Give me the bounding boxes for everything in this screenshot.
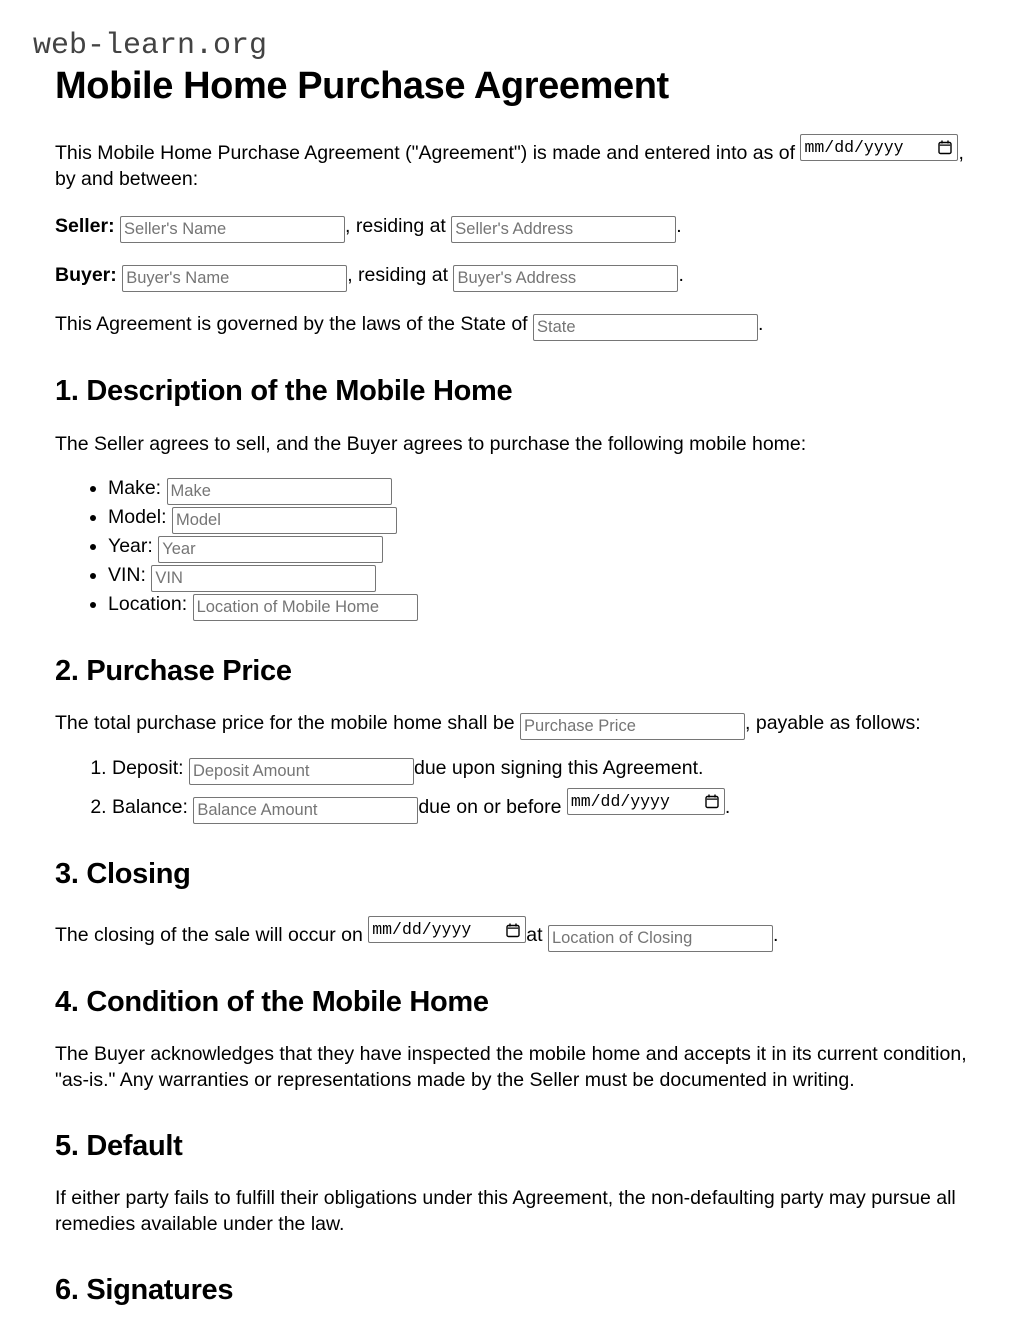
governing-law-row: [55, 312, 970, 339]
year-label: Year:: [108, 534, 153, 557]
buyer-name-input[interactable]: [122, 265, 347, 292]
purchase-price-text-before: The total purchase price for the mobile home shall be: [55, 711, 515, 734]
buyer-residing-text: , residing at: [347, 264, 449, 287]
site-brand: web-learn.org: [33, 29, 268, 63]
calendar-icon[interactable]: [705, 794, 719, 809]
state-input[interactable]: [533, 314, 758, 341]
buyer-label: Buyer:: [55, 264, 117, 287]
closing-period: .: [772, 924, 779, 947]
list-item-make: [108, 476, 970, 503]
calendar-icon[interactable]: [506, 922, 520, 937]
list-item-deposit: [112, 756, 970, 783]
section-3-heading: 3. Closing: [55, 857, 191, 890]
seller-period: .: [676, 215, 682, 238]
closing-text-before: The closing of the sale will occur on: [55, 924, 363, 947]
intro-text-before-date: This Mobile Home Purchase Agreement ("Agreement") is made and entered into as of: [55, 141, 796, 164]
seller-residing-text: , residing at: [345, 215, 446, 238]
make-label: Make:: [108, 476, 162, 499]
seller-address-input[interactable]: [451, 216, 676, 243]
governing-law-period: .: [758, 313, 764, 336]
vin-input[interactable]: [151, 565, 376, 592]
mobile-home-details-list: [55, 476, 970, 619]
page-title: Mobile Home Purchase Agreement: [55, 65, 669, 107]
payment-schedule-list: [55, 756, 970, 822]
governing-law-text: This Agreement is governed by the laws of the State of: [55, 313, 528, 336]
section-6-heading: 6. Signatures: [55, 1274, 234, 1307]
balance-due-date-input[interactable]: [567, 788, 725, 815]
vin-label: VIN:: [108, 563, 146, 586]
buyer-row: [55, 263, 970, 290]
list-item-location: [108, 592, 970, 619]
balance-period: .: [724, 795, 731, 818]
closing-date-value: mm/dd/yyyy: [372, 920, 472, 940]
year-input[interactable]: [158, 536, 383, 563]
calendar-icon[interactable]: [938, 140, 952, 155]
closing-at-text: at: [526, 924, 543, 947]
seller-label: Seller:: [55, 215, 115, 238]
intro-paragraph: [55, 132, 970, 193]
section-2-heading: 2. Purchase Price: [55, 654, 292, 687]
purchase-price-input[interactable]: [520, 713, 745, 740]
model-label: Model:: [108, 505, 167, 528]
section-4-body: The Buyer acknowledges that they have inspected the mobile home and accepts it in its current condition, "as-is." Any warranties or representations made by the Seller must be documented in writing.: [55, 1043, 967, 1092]
section-4-heading: 4. Condition of the Mobile Home: [55, 986, 489, 1019]
section-1-heading: 1. Description of the Mobile Home: [55, 375, 513, 408]
location-input[interactable]: [193, 594, 418, 621]
deposit-amount-input[interactable]: [189, 758, 414, 785]
buyer-period: .: [678, 264, 684, 287]
list-item-model: [108, 505, 970, 532]
closing-location-input[interactable]: [548, 925, 773, 952]
balance-due-date-value: mm/dd/yyyy: [570, 791, 670, 811]
list-item-year: [108, 534, 970, 561]
intro-text-after-date: , by and between:: [55, 141, 964, 190]
section-5-heading: 5. Default: [55, 1130, 183, 1163]
list-item-vin: [108, 563, 970, 590]
make-input[interactable]: [167, 478, 392, 505]
buyer-address-input[interactable]: [453, 265, 678, 292]
closing-date-input[interactable]: [368, 916, 526, 943]
location-label: Location:: [108, 592, 188, 615]
deposit-label: Deposit:: [112, 756, 184, 779]
deposit-after-text: due upon signing this Agreement.: [413, 756, 704, 779]
agreement-date-input[interactable]: [800, 134, 958, 161]
list-item-balance: [112, 786, 970, 822]
seller-name-input[interactable]: [120, 216, 345, 243]
model-input[interactable]: [172, 507, 397, 534]
balance-amount-input[interactable]: [193, 797, 418, 824]
section-5-body: If either party fails to fulfill their obligations under this Agreement, the non-defaulting party may pursue all remedies available under the law.: [55, 1187, 956, 1236]
section-2-intro: [55, 711, 970, 738]
section-1-intro: The Seller agrees to sell, and the Buyer agrees to purchase the following mobile home:: [55, 432, 807, 455]
agreement-date-value: mm/dd/yyyy: [804, 137, 904, 157]
seller-row: [55, 214, 970, 241]
balance-label: Balance:: [112, 795, 188, 818]
document-body: [0, 132, 1025, 1309]
balance-after-text: due on or before: [418, 795, 562, 818]
section-3-body: [55, 914, 970, 950]
purchase-price-text-after: , payable as follows:: [745, 711, 921, 734]
